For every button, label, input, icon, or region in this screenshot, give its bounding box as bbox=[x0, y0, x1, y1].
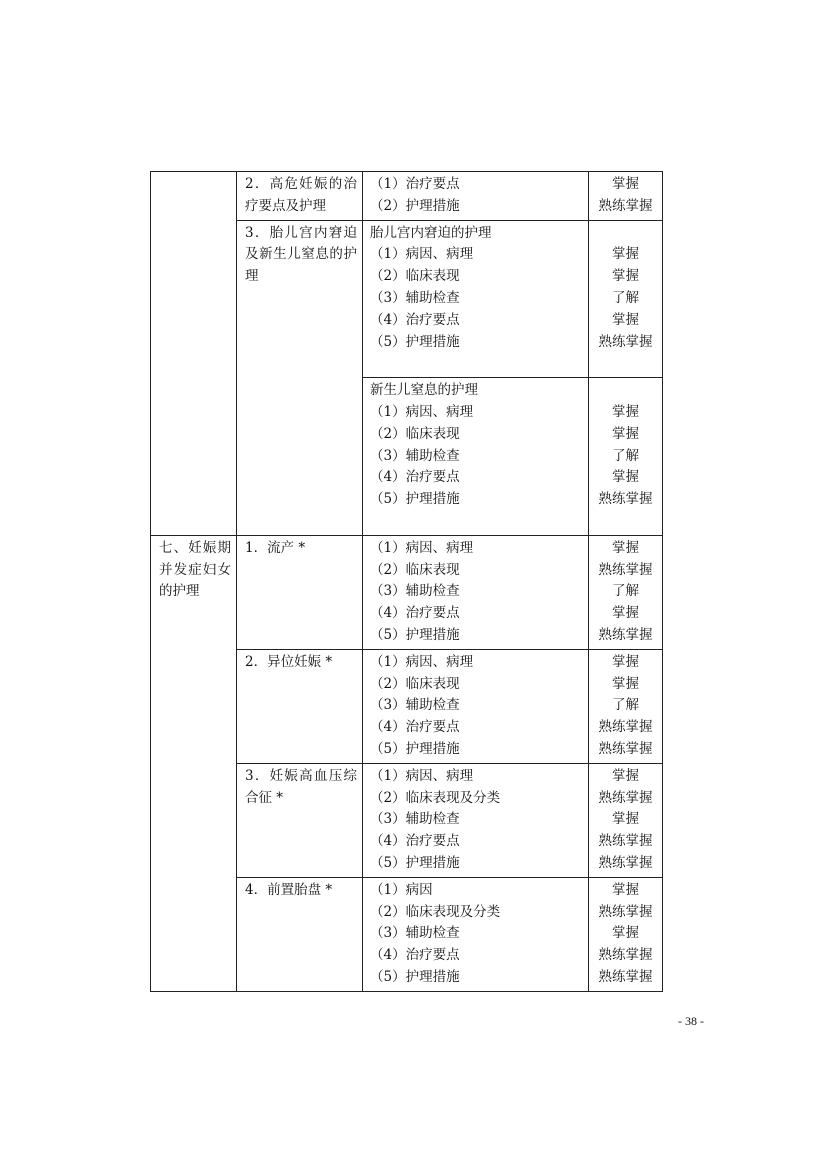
content-cell bbox=[363, 650, 589, 763]
level-item: 熟练掌握 bbox=[598, 854, 653, 871]
subgroup bbox=[363, 221, 663, 378]
content-item: （4）治疗要点 bbox=[370, 469, 460, 486]
level-item: 掌握 bbox=[612, 311, 639, 328]
content-item: （2）临床表现及分类 bbox=[370, 903, 501, 920]
level-item: 熟练掌握 bbox=[598, 561, 653, 578]
content-item: （2）临床表现 bbox=[370, 675, 460, 692]
table-row bbox=[237, 763, 663, 877]
level-cell bbox=[589, 764, 663, 877]
topic-cell: 4．前置胎盘 * bbox=[237, 878, 363, 991]
blank-line bbox=[589, 511, 662, 533]
content-item: （3）辅助检查 bbox=[370, 447, 460, 464]
level-item: 掌握 bbox=[612, 539, 639, 556]
subgroup bbox=[363, 377, 663, 535]
content-item: （3）辅助检查 bbox=[370, 583, 460, 600]
blank-line bbox=[589, 353, 662, 375]
blank-line bbox=[589, 380, 662, 402]
content-item: （2）临床表现 bbox=[370, 268, 460, 285]
content-item: （1）病因、病理 bbox=[370, 767, 474, 784]
table-section-unit-7 bbox=[150, 535, 663, 992]
level-item: 了解 bbox=[612, 583, 639, 600]
level-item: 掌握 bbox=[612, 605, 639, 622]
content-item: （2）临床表现及分类 bbox=[370, 789, 501, 806]
blank-line bbox=[370, 511, 584, 533]
content-item: （1）病因、病理 bbox=[370, 653, 474, 670]
content-item: （5）护理措施 bbox=[370, 968, 460, 985]
level-cell bbox=[589, 221, 663, 378]
level-item: 了解 bbox=[612, 447, 639, 464]
content-item: （2）临床表现 bbox=[370, 561, 460, 578]
level-item: 掌握 bbox=[612, 881, 639, 898]
page-number: - 38 - bbox=[678, 1014, 704, 1028]
level-item: 熟练掌握 bbox=[598, 197, 653, 214]
content-item: （1）治疗要点 bbox=[370, 176, 460, 192]
level-item: 熟练掌握 bbox=[598, 740, 653, 757]
unit-cell: 七、妊娠期并发症妇女的护理 bbox=[150, 536, 237, 991]
content-item: （4）治疗要点 bbox=[370, 719, 460, 736]
content-item: （4）治疗要点 bbox=[370, 605, 460, 622]
level-item: 熟练掌握 bbox=[598, 491, 653, 508]
content-item: （3）辅助检查 bbox=[370, 811, 460, 828]
level-item: 掌握 bbox=[612, 403, 639, 420]
topic-cell: 1．流产 * bbox=[237, 536, 363, 649]
content-item: （5）护理措施 bbox=[370, 333, 460, 350]
level-item: 掌握 bbox=[612, 811, 639, 828]
level-cell bbox=[589, 172, 663, 220]
content-cell bbox=[363, 878, 589, 991]
level-item: 掌握 bbox=[612, 767, 639, 784]
level-item: 掌握 bbox=[612, 268, 639, 285]
level-cell bbox=[589, 878, 663, 991]
content-item: （5）护理措施 bbox=[370, 740, 460, 757]
level-item: 熟练掌握 bbox=[598, 903, 653, 920]
level-cell bbox=[589, 536, 663, 649]
table-row bbox=[237, 172, 663, 220]
content-cell bbox=[363, 172, 589, 220]
content-cell bbox=[363, 536, 589, 649]
group-heading: 胎儿宫内窘迫的护理 bbox=[370, 224, 492, 241]
level-item: 掌握 bbox=[612, 176, 639, 192]
content-item: （5）护理措施 bbox=[370, 626, 460, 643]
content-item: （4）治疗要点 bbox=[370, 947, 460, 964]
level-item: 熟练掌握 bbox=[598, 833, 653, 850]
level-item: 熟练掌握 bbox=[598, 333, 653, 350]
content-item: （5）护理措施 bbox=[370, 491, 460, 508]
content-item: （3）辅助检查 bbox=[370, 289, 460, 306]
level-item: 熟练掌握 bbox=[598, 947, 653, 964]
table-section-continued bbox=[150, 171, 663, 535]
level-item: 掌握 bbox=[612, 925, 639, 942]
subgroup-column bbox=[363, 221, 663, 535]
level-item: 了解 bbox=[612, 289, 639, 306]
level-item: 了解 bbox=[612, 697, 639, 714]
table-row bbox=[237, 220, 663, 535]
topic-cell: 3．胎儿宫内窘迫及新生儿窒息的护理 bbox=[237, 221, 363, 535]
blank-line bbox=[370, 353, 584, 375]
topic-cell: 3．妊娠高血压综合征 * bbox=[237, 764, 363, 877]
content-cell bbox=[363, 378, 589, 535]
content-cell bbox=[363, 764, 589, 877]
level-item: 熟练掌握 bbox=[598, 789, 653, 806]
content-item: （1）病因、病理 bbox=[370, 246, 474, 263]
level-item: 掌握 bbox=[612, 425, 639, 442]
syllabus-table bbox=[150, 171, 663, 992]
unit-cell-empty bbox=[150, 172, 237, 535]
content-item: （3）辅助检查 bbox=[370, 925, 460, 942]
level-item: 熟练掌握 bbox=[598, 968, 653, 985]
level-item: 熟练掌握 bbox=[598, 626, 653, 643]
table-row bbox=[237, 649, 663, 763]
group-heading: 新生儿窒息的护理 bbox=[370, 382, 478, 399]
table-row bbox=[237, 877, 663, 991]
level-cell bbox=[589, 378, 663, 535]
section-rows bbox=[237, 172, 663, 535]
content-item: （3）辅助检查 bbox=[370, 697, 460, 714]
content-cell bbox=[363, 221, 589, 378]
level-cell bbox=[589, 650, 663, 763]
level-item: 掌握 bbox=[612, 469, 639, 486]
content-item: （1）病因、病理 bbox=[370, 539, 474, 556]
level-item: 熟练掌握 bbox=[598, 719, 653, 736]
level-item: 掌握 bbox=[612, 246, 639, 263]
content-item: （4）治疗要点 bbox=[370, 311, 460, 328]
level-item: 掌握 bbox=[612, 675, 639, 692]
section-rows bbox=[237, 536, 663, 991]
table-row bbox=[237, 536, 663, 649]
blank-line bbox=[589, 223, 662, 245]
level-item: 掌握 bbox=[612, 653, 639, 670]
topic-cell: 2．高危妊娠的治疗要点及护理 bbox=[237, 172, 363, 220]
content-item: （4）治疗要点 bbox=[370, 833, 460, 850]
content-item: （1）病因、病理 bbox=[370, 403, 474, 420]
content-item: （1）病因 bbox=[370, 881, 433, 898]
content-item: （2）临床表现 bbox=[370, 425, 460, 442]
topic-cell: 2．异位妊娠 * bbox=[237, 650, 363, 763]
content-item: （2）护理措施 bbox=[370, 197, 460, 214]
content-item: （5）护理措施 bbox=[370, 854, 460, 871]
